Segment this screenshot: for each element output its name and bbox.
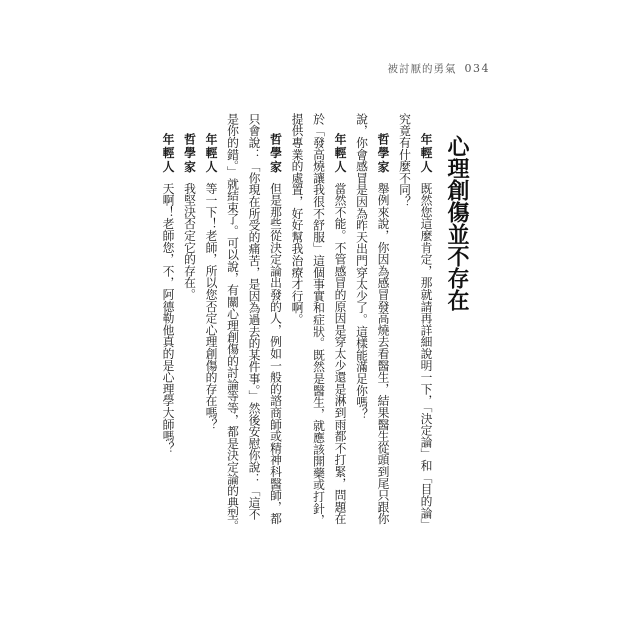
dialogue-line: 提供專業的處置，好好幫我治療才行啊。 [290, 113, 304, 326]
speaker-label: 年輕人 [419, 133, 433, 175]
dialogue-paragraph [350, 113, 393, 553]
dialogue-line [415, 113, 437, 553]
speaker-label: 年輕人 [161, 133, 175, 175]
dialogue-line [264, 113, 286, 553]
dialogue-paragraph [286, 113, 351, 553]
dialogue-line [157, 113, 179, 553]
running-header [388, 61, 491, 76]
dialogue-line: 只會說：「你現在所受的痛苦，是因為過去的某件事。」然後安慰你說：「這不 [247, 113, 261, 521]
book-title: 被討厭的勇氣 [387, 63, 457, 75]
speaker-label: 哲學家 [182, 133, 197, 175]
dialogue-paragraph [221, 113, 286, 553]
dialogue-line [178, 113, 200, 553]
speaker-label: 哲學家 [268, 133, 283, 175]
line-text: 等一下！老師，所以您否定心理創傷的存在嗎？ [204, 182, 218, 431]
dialogue-paragraph [393, 113, 436, 553]
line-text: 但是那些從決定論出發的人，例如一般的諮商師或精神科醫師，都 [268, 182, 283, 525]
page-body [157, 113, 479, 553]
speaker-label: 哲學家 [376, 133, 390, 175]
dialogue-line: 於「發高燒讓我很不舒服」這個事實和症狀。既然是醫生，就應該開藥或打針， [311, 113, 326, 526]
dialogue-paragraph [200, 113, 222, 553]
line-text: 舉例來說，你因為感冒發高燒去看醫生，結果醫生從頭到尾只跟你 [376, 182, 390, 525]
dialogue-line [372, 113, 394, 553]
speaker-label: 年輕人 [333, 133, 347, 175]
dialogue-line [329, 113, 351, 553]
page-number: 034 [464, 62, 490, 75]
line-text: 當然不能。不管感冒的原因是穿太少還是淋到雨都不打緊，問題在 [333, 182, 347, 525]
line-text: 天啊！老師您，不，阿德勒他真的是心理學大師嗎？ [161, 182, 175, 454]
dialogue-paragraph [157, 113, 179, 553]
section-title: 心理創傷並不存在 [444, 135, 470, 311]
dialogue-line: 是你的錯。」就結束了。可以說，有關心理創傷的討論等等，都是決定論的典型。 [225, 113, 240, 532]
line-text: 既然您這麼肯定，那就請再詳細說明一下，「決定論」和「目的論」 [419, 182, 433, 531]
dialogue-line: 究竟有什麼不同？ [397, 113, 412, 208]
dialogue-paragraph [178, 113, 200, 553]
dialogue-line [200, 113, 222, 553]
dialogue-line: 說，你會感冒是因為昨天出門穿太少了。這樣能滿足你嗎？ [354, 113, 369, 420]
speaker-label: 年輕人 [204, 133, 218, 175]
line-text: 我堅決否定它的存在。 [182, 182, 197, 301]
